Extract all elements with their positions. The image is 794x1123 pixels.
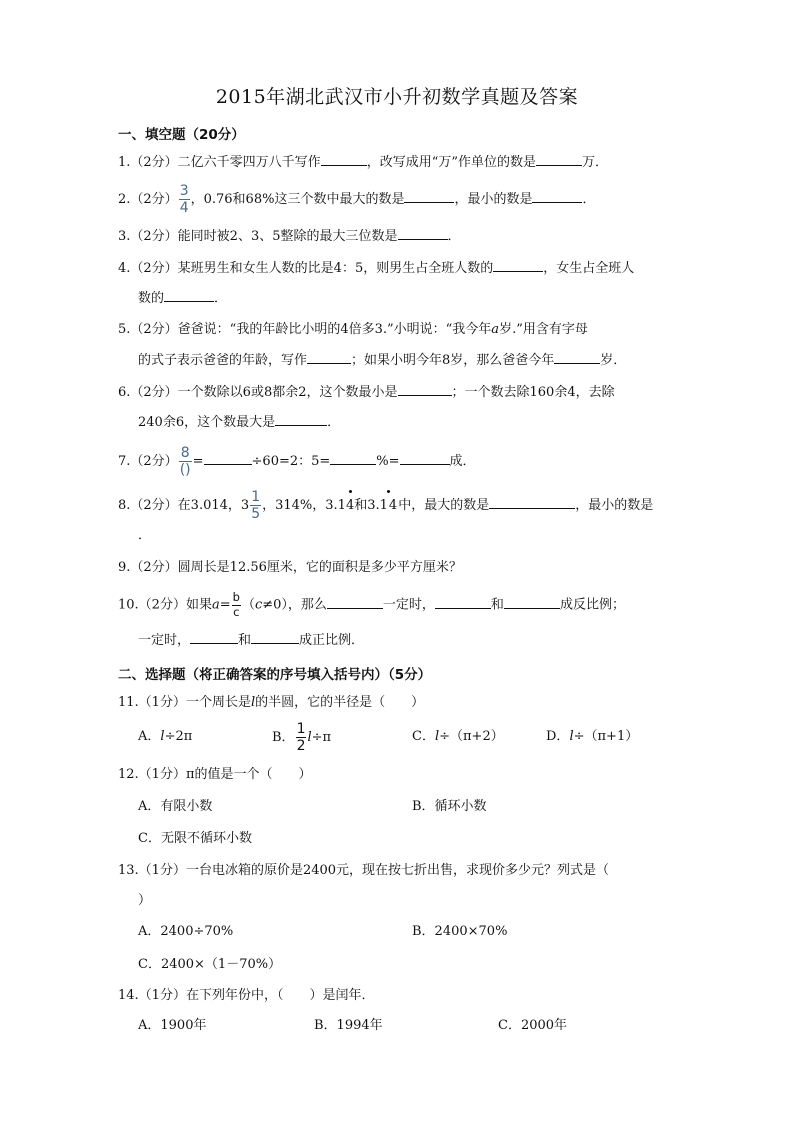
question-13-cont: ） [138,893,152,908]
q3-blank[interactable] [398,226,448,240]
q7-text-2: ÷60=2：5= [251,454,331,469]
q11-option-b-var: l [307,730,312,745]
q8-end-mark: ． [138,528,152,543]
q8-text-5: ，最小的数是 [575,498,654,513]
question-3 [118,226,461,247]
q11-option-d[interactable] [546,727,638,747]
q2-text-3: ，最小的数是 [454,192,533,207]
q5-text-2: 岁.”用含有字母 [499,322,588,337]
q6-text-4: ． [327,415,341,430]
q7-text: 7.（2分） [118,454,178,469]
q8-blank-1[interactable] [489,495,575,509]
q1-text-2: ，改写成用“万”作单位的数是 [366,155,536,170]
q12-option-a[interactable]: A．有限小数 [138,799,213,814]
q7-text-3: %= [376,454,400,469]
q7-text-4: 成． [449,454,476,469]
q8-fraction [250,490,261,521]
q10-text-7: 一定时， [138,633,191,648]
q11-option-d-var: l [569,729,574,744]
q6-blank-2[interactable] [275,412,327,426]
q11-option-d-text: ÷（π+1） [573,729,639,744]
question-13: 13.（1分）一台电冰箱的原价是2400元，现在按七折出售，求现价多少元？列式是（ [118,863,610,878]
q9-text: 9.（2分）圆周长是12.56厘米，它的面积是多少平方厘米？ [118,560,462,575]
q10-blank-5[interactable] [251,630,299,644]
q11-option-c-label: C． [412,729,435,744]
q11-text: 11.（1分）一个周长是 [118,695,251,710]
question-10-cont [138,630,364,651]
q10-blank-1[interactable] [327,595,383,609]
q8-fraction-denominator: 5 [251,506,261,522]
q2-fraction [179,184,190,215]
q11-option-b[interactable] [272,722,331,753]
q11-option-a-text: ÷2π [164,729,193,744]
question-4-cont [138,288,227,309]
q4-blank-1[interactable] [493,258,543,272]
q2-fraction-numerator: 3 [179,183,189,199]
page-title: 2015年湖北武汉市小升初数学真题及答案 [215,86,579,108]
section-fill-in-title: 一、填空题（20分） [118,127,245,143]
q7-blank-3[interactable] [400,451,450,465]
q8-fraction-numerator: 1 [251,489,261,505]
q11-option-b-denominator: 2 [296,738,306,754]
q13-option-a[interactable]: A．2400÷70% [138,924,234,939]
q10-text-5: 和 [490,597,504,613]
q11-option-c-text: ÷（π+2） [439,729,504,744]
q7-fraction-denominator: () [179,462,191,478]
q14-option-a[interactable]: A．1900年 [138,1018,207,1033]
q10-fraction [232,592,241,618]
question-14: 14.（1分）在下列年份中，（ ）是闰年． [118,988,375,1003]
q8-text-3: 和3. [354,498,380,513]
q1-text: 1.（2分）二亿六千零四万八千写作 [118,155,321,170]
q4-text-2: ，女生占全班人 [543,261,635,276]
q2-blank-1[interactable] [404,189,454,203]
q6-text-2: ；一个数去除160余4，去除 [451,385,615,400]
q11-option-c[interactable] [412,727,504,747]
question-4 [118,258,634,279]
q4-text-3: 数的 [138,291,165,306]
q11-option-b-text: ÷π [311,730,332,745]
q10-blank-2[interactable] [435,595,491,609]
q12-option-c[interactable]: C．无限不循环小数 [138,831,252,846]
q7-fraction-numerator: 8 [180,445,190,461]
q14-option-b[interactable]: B．1994年 [314,1018,383,1033]
q7-equals: = [192,454,204,469]
q5-blank-2[interactable] [554,350,600,364]
q2-fraction-denominator: 4 [179,200,189,216]
q7-blank-1[interactable] [204,451,252,465]
q10-fraction-numerator: b [232,590,240,604]
q8-mixed-number [241,490,262,521]
q5-text-5: 岁． [600,353,627,368]
q5-text-4: ；如果小明今年8岁，那么爸爸今年 [351,353,555,368]
q13-option-c[interactable]: C．2400×（1－70%） [138,957,282,972]
q3-text-2: ． [447,229,461,244]
q10-equals: = [219,597,231,613]
q7-blank-2[interactable] [330,451,376,465]
q13-option-b[interactable]: B．2400×70% [412,924,508,939]
q11-option-b-fraction [296,722,307,753]
q10-fraction-denominator: c [233,604,240,619]
q1-text-3: 万． [581,155,608,170]
q11-option-d-label: D． [546,729,570,744]
q6-text: 6.（2分）一个数除以6或8都余2，这个数最小是 [118,385,398,400]
q10-text-2: （ [241,597,255,613]
q8-text-2: ，314%，3.1 [262,498,346,513]
q7-fraction [179,446,192,477]
q11-option-a[interactable] [138,727,192,747]
q10-var-c: c [254,597,263,613]
q8-text-4: 中，最大的数是 [398,498,490,513]
q5-text-3: 的式子表示爸爸的年龄，写作 [138,353,308,368]
q11-option-b-numerator: 1 [296,721,306,737]
q10-text-6: 成反比例； [559,597,625,613]
q11-option-c-var: l [434,729,440,744]
question-2 [118,184,595,215]
question-6 [118,382,615,403]
q8-mixed-whole: 3 [240,498,250,513]
question-5-cont [138,350,626,371]
section-choice-title: 二、选择题（将正确答案的序号填入括号内）（5分） [118,667,432,683]
question-10 [118,592,625,618]
q14-option-c[interactable]: C．2000年 [498,1018,568,1033]
q3-text: 3.（2分）能同时被2、3、5整除的最大三位数是 [118,229,398,244]
question-1 [118,152,608,173]
q4-text-4: ． [214,291,228,306]
q12-option-b[interactable]: B．循环小数 [412,799,487,814]
q6-text-3: 240余6，这个数最大是 [138,415,276,430]
q10-blank-3[interactable] [504,595,560,609]
q11-text-2: 的半圆，它的半径是（ ） [255,695,425,710]
q10-text-9: 成正比例． [299,633,365,648]
q11-option-a-var: l [160,729,165,744]
question-8 [118,490,653,521]
question-9 [118,558,462,578]
q2-text-2: ，0.76和68%这三个数中最大的数是 [190,192,405,207]
question-7 [118,446,476,477]
q10-text: 10.（2分）如果 [118,597,212,613]
q5-blank-1[interactable] [307,350,351,364]
question-11 [118,693,424,713]
q4-text: 4.（2分）某班男生和女生人数的比是4：5，则男生占全班人数的 [118,261,494,276]
q10-blank-4[interactable] [190,630,238,644]
q1-blank-1[interactable] [321,152,367,166]
q6-blank-1[interactable] [398,382,452,396]
q4-blank-2[interactable] [164,288,214,302]
q5-text: 5.（2分）爸爸说：“我的年龄比小明的4倍多3.”小明说：“我今年 [118,322,492,337]
question-5 [118,320,588,340]
question-12: 12.（1分）π的值是一个（ ） [118,767,312,782]
q11-variable: l [250,695,256,710]
q1-blank-2[interactable] [536,152,582,166]
question-6-cont [138,412,340,433]
q8-text: 8.（2分）在3.014， [118,498,241,513]
q10-text-3: ≠0），那么 [262,597,327,613]
q5-variable: a [491,322,500,337]
q2-text-4: ． [582,192,596,207]
q10-text-8: 和 [238,633,252,648]
q11-option-b-label: B． [272,730,295,745]
q10-var-a: a [211,597,220,613]
q8-repeating-digit: 4 [346,496,354,516]
q10-text-4: 一定时， [382,597,435,613]
q2-text: 2.（2分） [118,192,178,207]
q2-blank-2[interactable] [532,189,582,203]
q8-repeating-digits: 14 [380,496,399,516]
q11-option-a-label: A． [138,729,161,744]
